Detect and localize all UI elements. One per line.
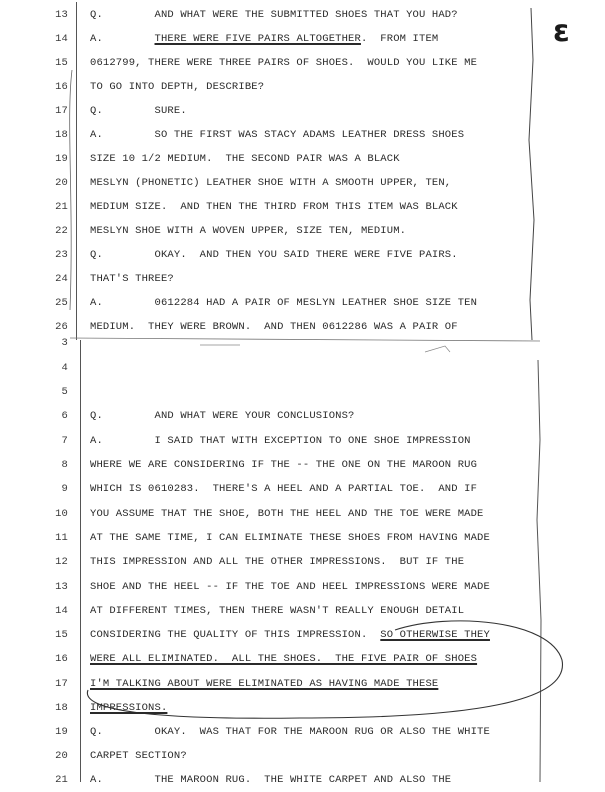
transcript-line: 22 MESLYN SHOE WITH A WOVEN UPPER, SIZE TEN, MEDIUM.	[55, 225, 407, 237]
transcript-line: 6 Q. AND WHAT WERE YOUR CONCLUSIONS?	[61, 410, 355, 422]
transcript-line: 8 WHERE WE ARE CONSIDERING IF THE -- THE ONE ON THE MAROON RUG	[61, 459, 478, 471]
transcript-line: 10 YOU ASSUME THAT THE SHOE, BOTH THE HEEL AND THE TOE WERE MADE	[55, 508, 484, 520]
transcript-line: 14 A. THERE WERE FIVE PAIRS ALTOGETHER. FROM ITEM	[55, 33, 439, 45]
transcript-line: 7 A. I SAID THAT WITH EXCEPTION TO ONE SHOE IMPRESSION	[61, 435, 471, 447]
underlined-text: WERE ALL ELIMINATED. ALL THE SHOES. THE FIVE PAIR OF SHOES	[90, 653, 478, 665]
underlined-text: IMPRESSIONS.	[90, 702, 168, 714]
transcript-line: 25 A. 0612284 HAD A PAIR OF MESLYN LEATHER SHOE SIZE TEN	[55, 297, 478, 309]
transcript-line: 18 A. SO THE FIRST WAS STACY ADAMS LEATHER DRESS SHOES	[55, 129, 465, 141]
transcript-line: 5	[61, 386, 68, 398]
transcript-line: 11 AT THE SAME TIME, I CAN ELIMINATE THESE SHOES FROM HAVING MADE	[55, 532, 490, 544]
transcript-line: 16 TO GO INTO DEPTH, DESCRIBE?	[55, 81, 265, 93]
transcript-line: 16 WERE ALL ELIMINATED. ALL THE SHOES. THE FIVE PAIR OF SHOES	[55, 653, 478, 665]
transcript-line: 12 THIS IMPRESSION AND ALL THE OTHER IMPRESSIONS. BUT IF THE	[55, 556, 465, 568]
transcript-line: 20 MESLYN (PHONETIC) LEATHER SHOE WITH A SMOOTH UPPER, TEN,	[55, 177, 452, 189]
transcript-line: 13 Q. AND WHAT WERE THE SUBMITTED SHOES THAT YOU HAD?	[55, 9, 458, 21]
transcript-line: 21 A. THE MAROON RUG. THE WHITE CARPET AND ALSO THE	[55, 774, 452, 786]
underlined-text: I'M TALKING ABOUT WERE ELIMINATED AS HAVING MADE THESE	[90, 678, 439, 690]
transcript-line: 20 CARPET SECTION?	[55, 750, 187, 762]
transcript-line: 19 Q. OKAY. WAS THAT FOR THE MAROON RUG OR ALSO THE WHITE	[55, 726, 490, 738]
transcript-line: 18 IMPRESSIONS.	[55, 702, 168, 714]
transcript-line: 23 Q. OKAY. AND THEN YOU SAID THERE WERE FIVE PAIRS.	[55, 249, 458, 261]
transcript-line: 3	[61, 337, 68, 349]
transcript-line: 26 MEDIUM. THEY WERE BROWN. AND THEN 0612286 WAS A PAIR OF	[55, 321, 458, 333]
transcript-line: 13 SHOE AND THE HEEL -- IF THE TOE AND HEEL IMPRESSIONS WERE MADE	[55, 581, 490, 593]
underlined-text: THERE WERE FIVE PAIRS ALTOGETHER	[154, 33, 361, 45]
handwritten-corner-mark: ε	[553, 14, 570, 49]
transcript-line: 15 CONSIDERING THE QUALITY OF THIS IMPRESSION. SO OTHERWISE THEY	[55, 629, 490, 641]
transcript-line: 14 AT DIFFERENT TIMES, THEN THERE WASN'T REALLY ENOUGH DETAIL	[55, 605, 465, 617]
transcript-line: 15 0612799, THERE WERE THREE PAIRS OF SHOES. WOULD YOU LIKE ME	[55, 57, 478, 69]
transcript-line: 17 I'M TALKING ABOUT WERE ELIMINATED AS HAVING MADE THESE	[55, 678, 439, 690]
transcript-line: 19 SIZE 10 1/2 MEDIUM. THE SECOND PAIR WAS A BLACK	[55, 153, 400, 165]
transcript-line: 4	[61, 362, 68, 374]
transcript-line: 9 WHICH IS 0610283. THERE'S A HEEL AND A PARTIAL TOE. AND IF	[61, 483, 478, 495]
transcript-line: 24 THAT'S THREE?	[55, 273, 174, 285]
transcript-line: 21 MEDIUM SIZE. AND THEN THE THIRD FROM THIS ITEM WAS BLACK	[55, 201, 458, 213]
transcript-line: 17 Q. SURE.	[55, 105, 187, 117]
underlined-text: SO OTHERWISE THEY	[380, 629, 490, 641]
